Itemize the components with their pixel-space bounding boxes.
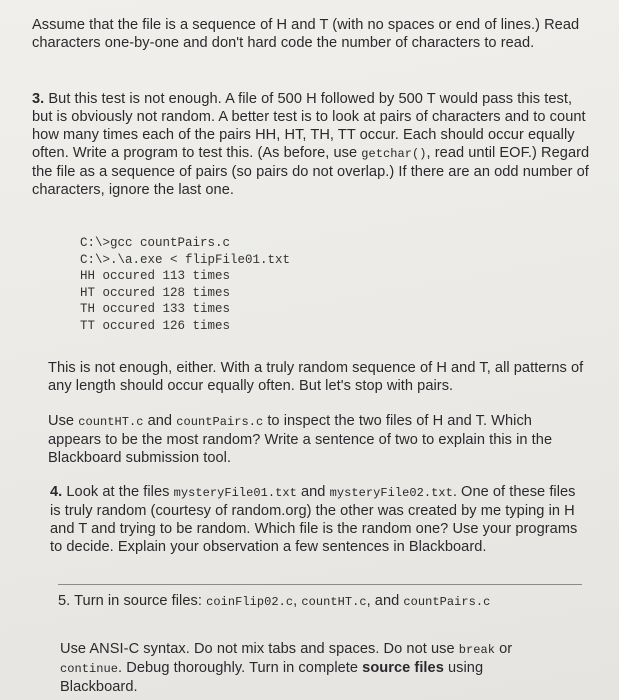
item-4-text-2: and xyxy=(296,484,330,500)
pairs-paragraph xyxy=(48,359,588,395)
item-5-code-coinflip: coinFlip02.c xyxy=(206,595,294,609)
final-text-2: or xyxy=(495,641,513,657)
final-bold-source-files: source files xyxy=(362,660,444,676)
item-5-code-countht: countHT.c xyxy=(301,595,367,609)
item-5-text-2: , xyxy=(293,593,302,609)
final-paragraph xyxy=(60,640,560,696)
item-5-paragraph xyxy=(58,592,588,611)
use-code-countpairs: countPairs.c xyxy=(176,415,264,429)
final-text-1: Use ANSI-C syntax. Do not mix tabs and spaces. Do not use xyxy=(60,641,459,657)
item-4-paragraph xyxy=(50,483,586,556)
terminal-line: HH occured 113 times xyxy=(80,269,231,284)
terminal-line: HT occured 128 times xyxy=(80,285,231,300)
item-3-text-2: , read until EOF.) Regard the file as a sequence of pairs (so pairs do not overlap.) If there are an odd number of characters, ignore the last one. xyxy=(32,145,590,198)
use-text-2: and xyxy=(143,413,177,429)
use-code-countht: countHT.c xyxy=(78,415,144,429)
item-5-text-1: 5. Turn in source files: xyxy=(58,593,207,609)
item-5-code-countpairs: countPairs.c xyxy=(403,595,491,609)
pairs-text: This is not enough, either. With a truly random sequence of H and T, all patterns of any length should occur equally often. But let's stop with pairs. xyxy=(48,360,584,394)
item-4-text-3: . One of these files is truly random (courtesy of random.org) the other was created by me typing in H and T and trying to be random. Which file is the random one? Use your programs to decide. Explain your observation a few sentences in Blackboard. xyxy=(50,484,578,555)
item-4-code-mystery1: mysteryFile01.txt xyxy=(173,486,297,500)
item-4-text-1: Look at the files xyxy=(62,484,174,500)
item-5-text-3: , and xyxy=(366,593,404,609)
final-text-4: using Blackboard. xyxy=(60,660,484,695)
final-code-continue: continue xyxy=(60,662,119,676)
item-3-text-1: But this test is not enough. A file of 500 H followed by 500 T would pass this test, but is obviously not random. A better test is to look at pairs of characters and to count how many times each of the pairs HH, HT, TH, TT occur. Each should occur equally often. Write a program to test this. (As before, use xyxy=(32,91,586,161)
terminal-line: TT occured 126 times xyxy=(80,318,231,333)
intro-paragraph xyxy=(32,16,592,52)
terminal-line: C:\>.\a.exe < flipFile01.txt xyxy=(80,252,291,267)
final-code-break: break xyxy=(458,643,495,657)
terminal-line: C:\>gcc countPairs.c xyxy=(80,236,231,250)
divider xyxy=(58,584,582,585)
use-paragraph xyxy=(48,412,588,467)
use-text-3: to inspect the two files of H and T. Which appears to be the most random? Write a sentence of two to explain this in the Blackboard submission tool. xyxy=(48,413,553,466)
intro-text: Assume that the file is a sequence of H and T (with no spaces or end of lines.) Read characters one-by-one and don't hard code the number of characters to read. xyxy=(32,17,580,51)
final-text-3: . Debug thoroughly. Turn in complete xyxy=(118,660,363,676)
item-3-paragraph xyxy=(32,90,592,199)
item-4-code-mystery2: mysteryFile02.txt xyxy=(329,486,453,500)
item-4-number: 4. xyxy=(50,484,63,500)
item-3-code-getchar: getchar() xyxy=(361,147,427,161)
use-text-1: Use xyxy=(48,413,79,429)
terminal-line: TH occured 133 times xyxy=(80,302,231,317)
terminal-output xyxy=(80,235,290,335)
item-3-number: 3. xyxy=(32,91,45,107)
